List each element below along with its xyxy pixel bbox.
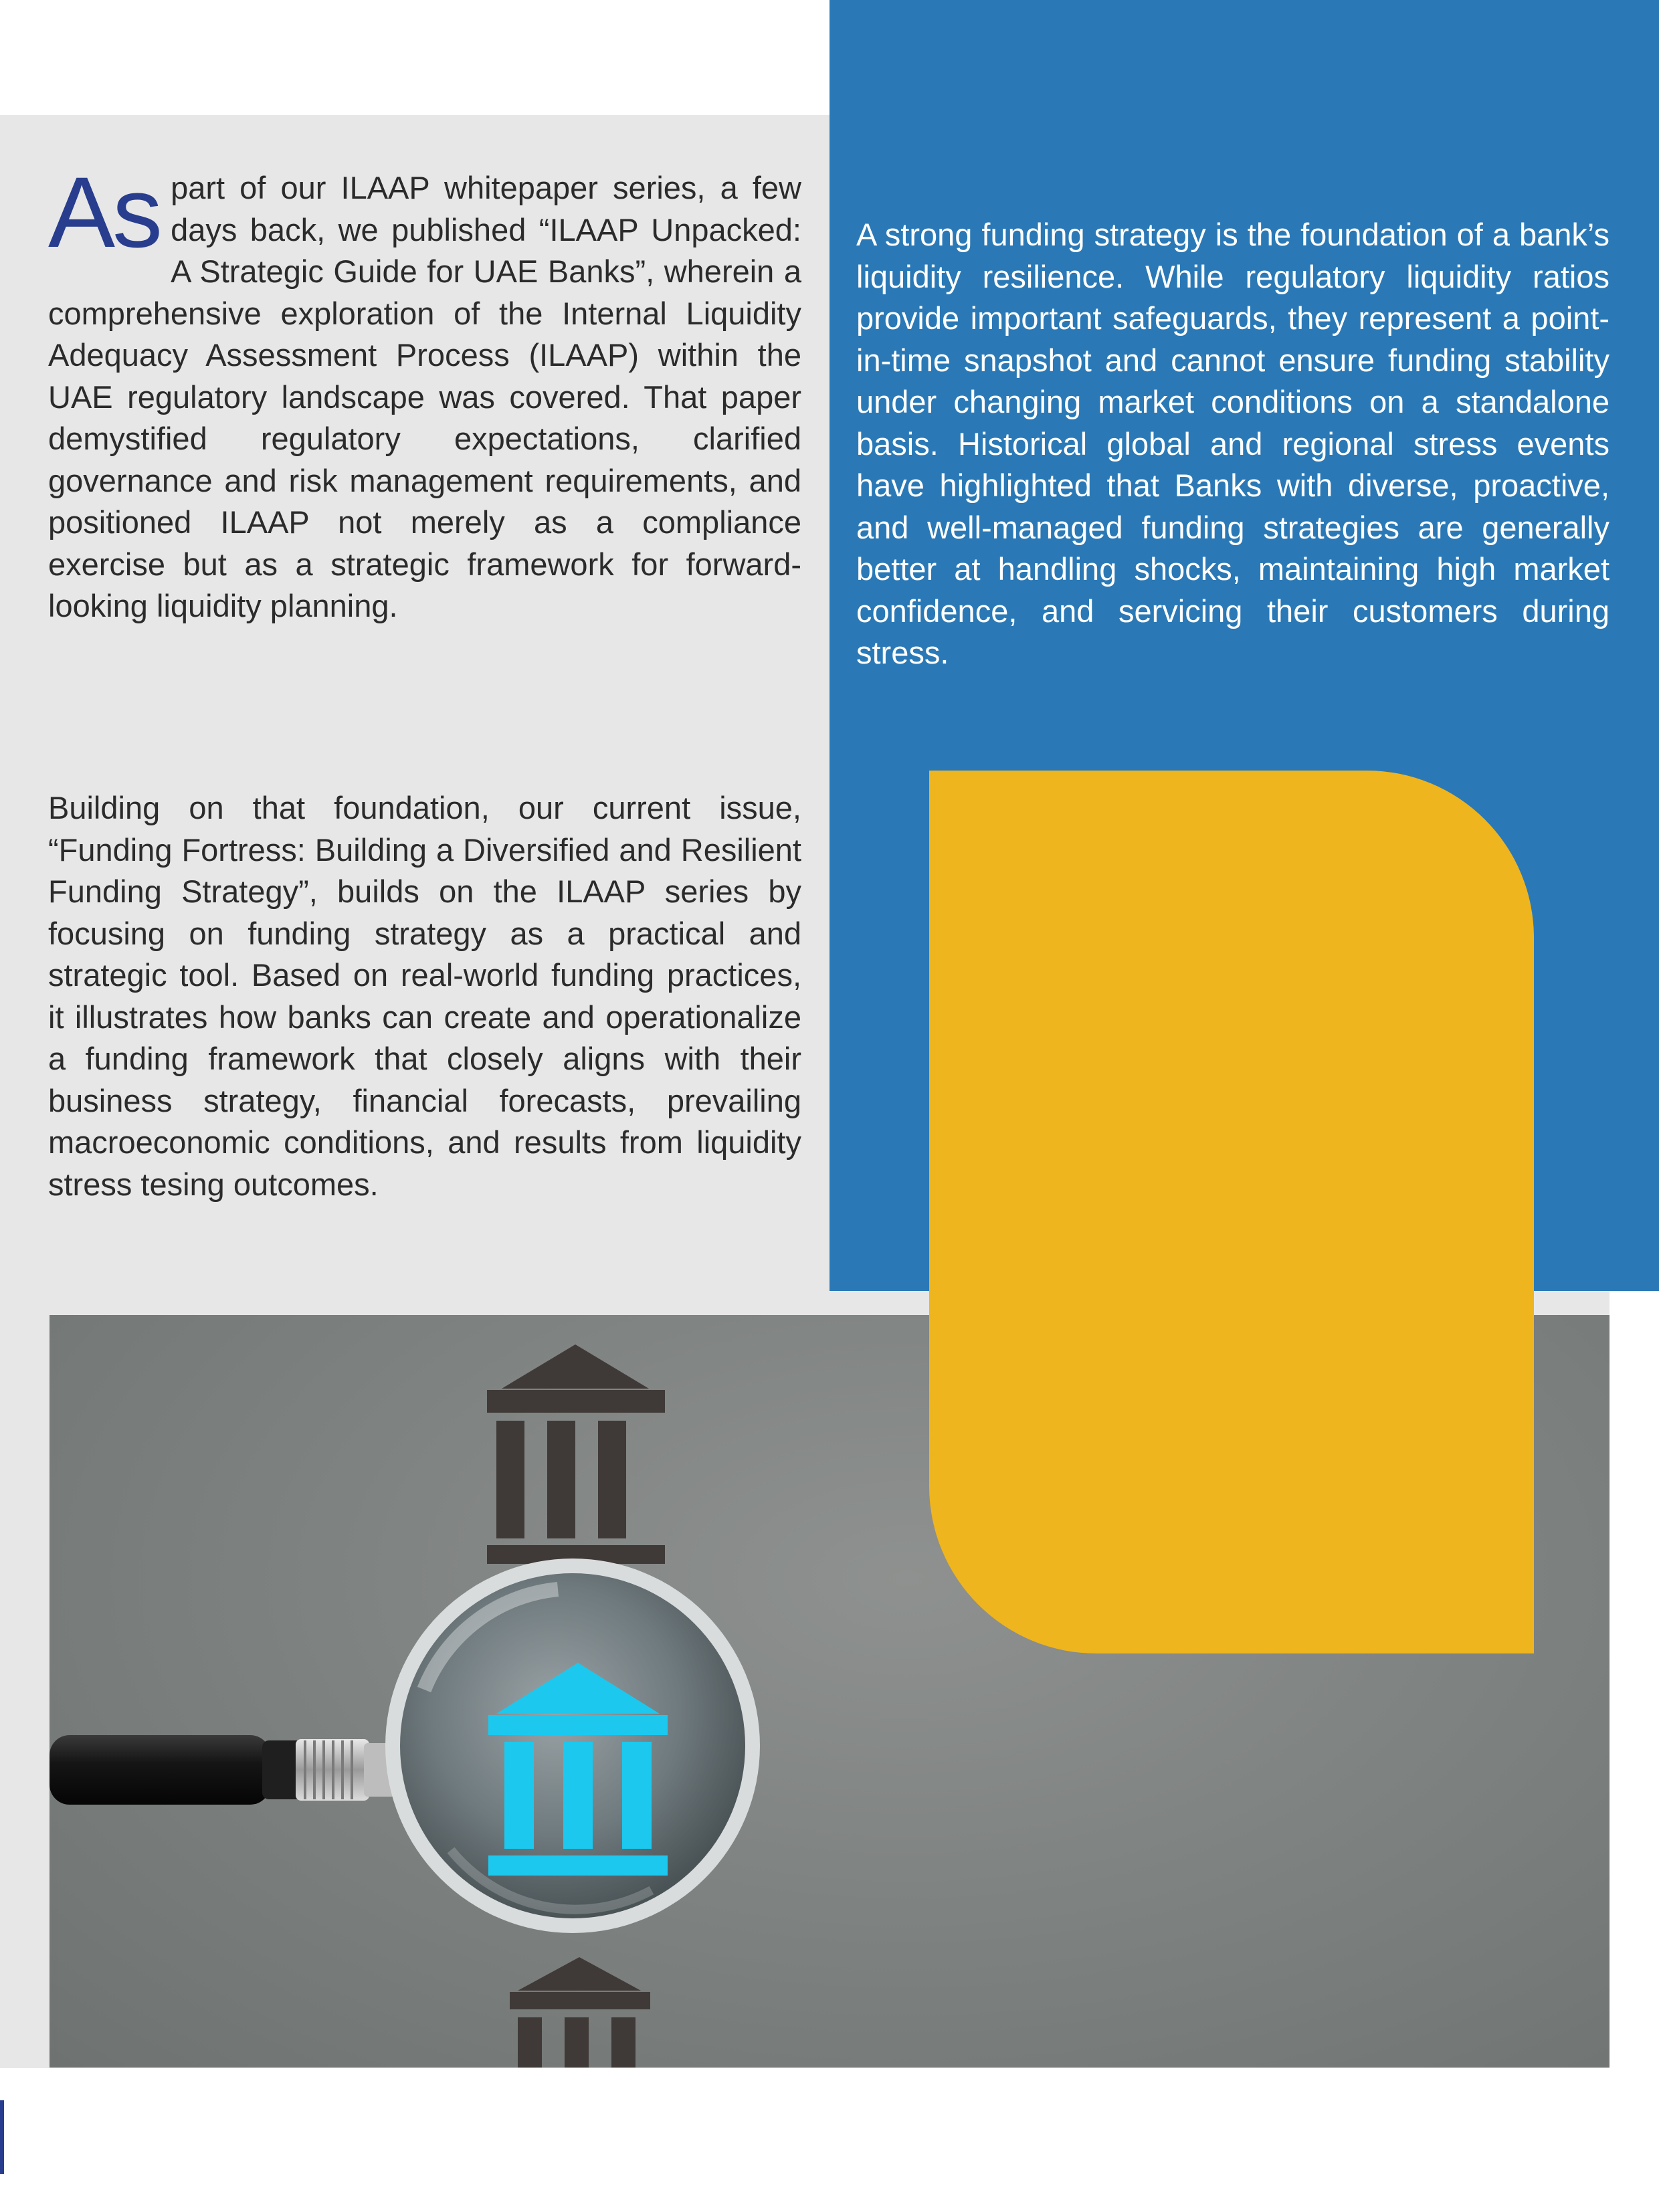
magnifying-glass-icon <box>50 1559 760 1933</box>
yellow-accent-shape <box>929 771 1534 1653</box>
intro-paragraph-text: part of our ILAAP whitepaper series, a few days back, we published “ILAAP Unpacked: A Strategic Guide for UAE Banks”, wherein a comprehensive exploration of the Internal Liquidity Adequacy Assessment Process (ILAAP) within the UAE regulatory landscape was covered. That paper demystified regulatory expectations, clarified governance and risk management requirements, and positioned ILAAP not merely as a compliance exercise but as a strategic framework for forward-looking liquidity planning. <box>48 170 801 623</box>
bank-building-icon <box>487 1344 665 1564</box>
intro-paragraph <box>48 156 801 627</box>
page-edge-marker <box>0 2100 4 2174</box>
followup-paragraph: Building on that foundation, our current issue, “Funding Fortress: Building a Diversified and Resilient Funding Strategy”, builds on the ILAAP series by focusing on funding strategy as a practical and strategic tool. Based on real-world funding practices, it illustrates how banks can create and operationalize a funding framework that closely aligns with their business strategy, financial forecasts, prevailing macroeconomic conditions, and results from liquidity stress tesing outcomes. <box>48 790 801 1202</box>
dropcap: As <box>48 156 161 268</box>
bank-building-icon-partial <box>510 1957 650 2068</box>
highlight-paragraph: A strong funding strategy is the foundation of a bank’s liquidity resilience. While regulatory liquidity ratios provide important safeguards, they represent a point-in-time snapshot and cannot ensure funding stability under changing market conditions on a standalone basis. Historical global and regional stress events have highlighted that Banks with diverse, proactive, and well-managed funding strategies are generally better at handling shocks, maintaining high market confidence, and servicing their customers during stress. <box>856 217 1609 670</box>
